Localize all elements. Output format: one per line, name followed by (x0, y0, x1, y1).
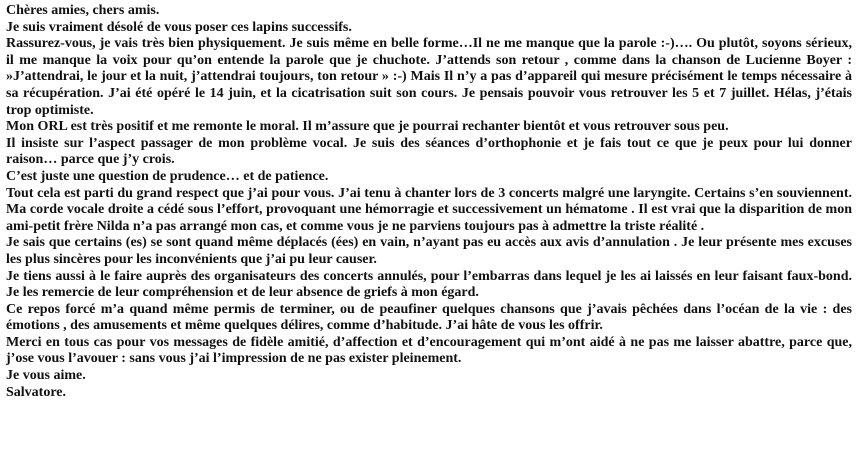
paragraph-excuses: Je sais que certains (es) se sont quand même déplacés (ées) en vain, n’ayant pas eu accès aux avis d’annulation . Je leur présente mes excuses les plus sincères pour les inconvénients que j’ai pu leur causer. (6, 235, 852, 267)
letter-closing: Je vous aime. (6, 368, 86, 384)
paragraph-orthophony: Il insiste sur l’aspect passager de mon problème vocal. Je suis des séances d’orthophonie et je fais tout ce que je peux pour lui donner raison… parce que j’y crois. (6, 135, 852, 168)
paragraph-orl: Mon ORL est très positif et me remonte le moral. Il m’assure que je pourrai rechanter bientôt et vous retrouver sous peu. (6, 119, 729, 135)
letter-greeting: Chères amies, chers amis. (6, 3, 160, 18)
paragraph-prudence: C’est juste une question de prudence… et de patience. (6, 168, 329, 184)
paragraph-songs: Ce repos forcé m’a quand même permis de terminer, ou de peaufiner quelques chansons que j’avais pêchées dans l’océan de la vie : des émotions , des amusements et même quelques délires, comme d’habitude. J’ai hâte de vous les offrir. (6, 301, 852, 334)
letter-signature: Salvatore. (6, 384, 67, 400)
paragraph-organizers: Je tiens aussi à le faire auprès des organisateurs des concerts annulés, pour l’embarras dans lequel je les ai laissés en leur faisant faux-bond. Je les remercie de leur compréhension et de leur absence de griefs à mon égard. (6, 268, 852, 301)
paragraph-health: Rassurez-vous, je vais très bien physiquement. Je suis même en belle forme…Il ne me manque que la parole :-)…. Ou plutôt, soyons sérieux, il me manque la voix pour qu’on entende la parole que je chuchote. J’attends son retour , comme dans la chanson de Lucienne Boyer : »J’attendrai, le jour et la nuit, j’attendrai toujours, ton retour » :-) Mais Il n’y a pas d’appareil qui mesure précisément le temps nécessaire à sa récupération. J’ai été opéré le 14 juin, et la cicatrisation suit son cours. Je pensais pouvoir vous retrouver les 5 et 7 juillet. Hélas, j’étais trop optimiste. (6, 36, 852, 118)
paragraph-laryngitis: Tout cela est parti du grand respect que j’ai pour vous. J’ai tenu à chanter lors de 3 concerts malgré une laryngite. Certains s’en souviennent. Ma corde vocale droite a cédé sous l’effort, provoquant une hémorragie et successivement un hématome . Il est vrai que la disparition de mon ami-petit frère Nilda n’a pas arrangé mon cas, et comme vous je ne parviens toujours pas à admettre la triste réalité . (6, 185, 852, 234)
paragraph-thanks: Merci en tous cas pour vos messages de fidèle amitié, d’affection et d’encouragement qui m’ont aidé à ne pas me laisser abattre, parce que, j’ose vous l’avouer : sans vous j’ai l’impression de ne pas exister pleinement. (6, 334, 852, 367)
paragraph-apology: Je suis vraiment désolé de vous poser ces lapins successifs. (6, 19, 352, 35)
